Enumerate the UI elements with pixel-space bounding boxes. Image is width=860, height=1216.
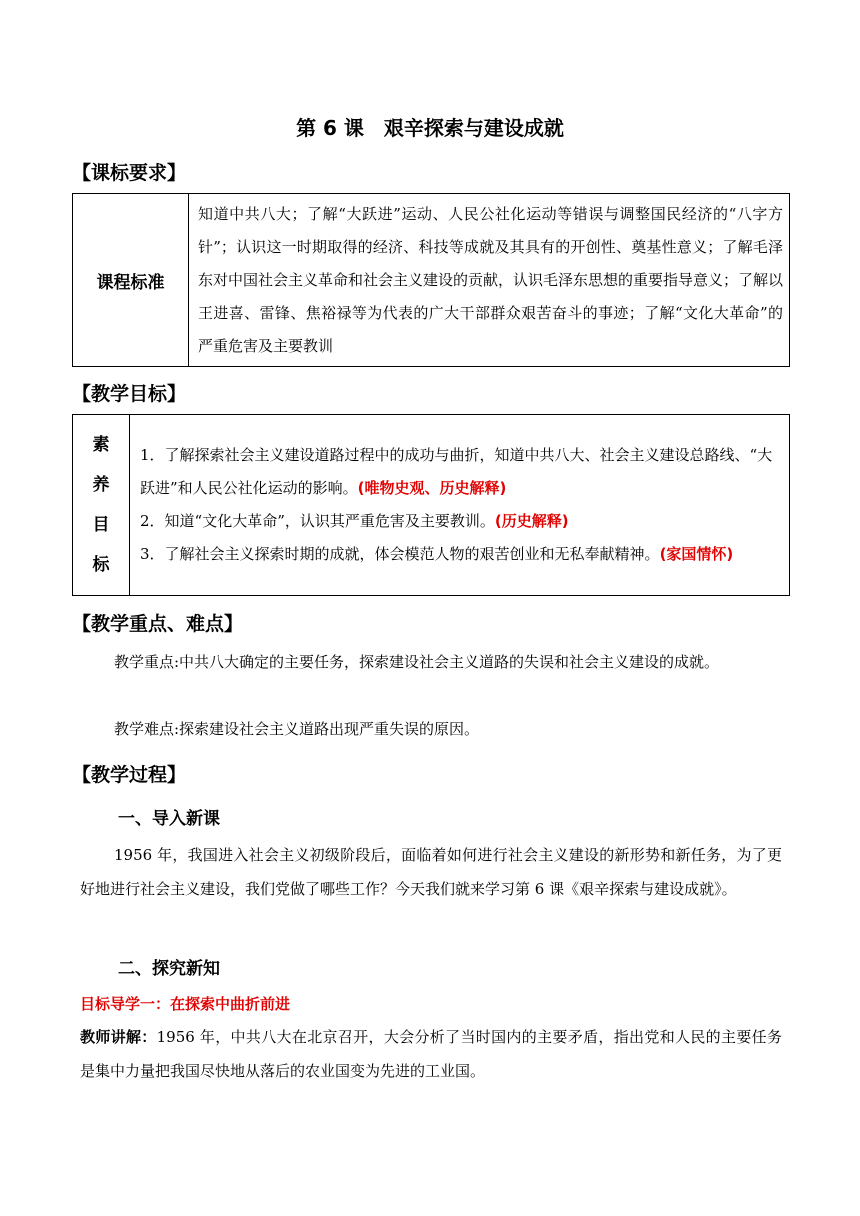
goal-tag: (唯物史观、历史解释) bbox=[357, 479, 507, 497]
goal-item bbox=[140, 505, 783, 538]
standard-text: 知道中共八大；了解“大跃进”运动、人民公社化运动等错误与调整国民经济的“八字方针”；认识这一时期取得的经济、科技等成就及其具有的开创性、奠基性意义；了解毛泽东对中国社会主义革命和社会主义建设的贡献，认识毛泽东思想的重要指导意义；了解以王进喜、雷锋、焦裕禄等为代表的广大干部群众艰苦奋斗的事迹；了解“文化大革命”的严重危害及主要教训 bbox=[189, 194, 790, 367]
explore-title: 二、探究新知 bbox=[118, 959, 220, 979]
goals-label bbox=[73, 415, 130, 596]
goal-tag: (家国情怀) bbox=[659, 545, 734, 563]
goal-text: 1．了解探索社会主义建设道路过程中的成功与曲折，知道中共八大、社会主义建设总路线、“大跃进”和人民公社化运动的影响。 bbox=[140, 446, 773, 497]
goals-content bbox=[130, 415, 790, 596]
section-heading-process: 【教学过程】 bbox=[72, 764, 187, 786]
teaching-difficulty: 教学难点:探索建设社会主义道路出现严重失误的原因。 bbox=[114, 720, 480, 738]
section-heading-goals: 【教学目标】 bbox=[72, 383, 187, 405]
intro-text: 1956 年，我国进入社会主义初级阶段后，面临着如何进行社会主义建设的新形势和新任务，为了更好地进行社会主义建设，我们党做了哪些工作？今天我们就来学习第 6 课《艰辛探索与建设成就》。 bbox=[80, 846, 782, 898]
goal-item bbox=[140, 439, 783, 505]
standard-label: 课程标准 bbox=[73, 194, 189, 367]
section-heading-curriculum: 【课标要求】 bbox=[72, 162, 187, 184]
curriculum-table bbox=[72, 193, 790, 367]
teacher-explanation bbox=[80, 1020, 782, 1088]
lesson-number: 第 6 课 bbox=[296, 116, 364, 140]
lesson-name: 艰辛探索与建设成就 bbox=[383, 116, 564, 140]
teacher-text: 1956 年，中共八大在北京召开，大会分析了当时国内的主要矛盾，指出党和人民的主要任务是集中力量把我国尽快地从落后的农业国变为先进的工业国。 bbox=[80, 1028, 782, 1080]
goals-table bbox=[72, 414, 790, 596]
teacher-label: 教师讲解： bbox=[80, 1028, 157, 1046]
goals-label-char: 素 bbox=[92, 435, 110, 455]
target-guide-1: 目标导学一：在探索中曲折前进 bbox=[80, 995, 291, 1013]
lesson-title bbox=[0, 112, 860, 141]
teaching-focus: 教学重点:中共八大确定的主要任务，探索建设社会主义道路的失误和社会主义建设的成就。 bbox=[114, 653, 720, 671]
goals-label-char: 养 bbox=[92, 475, 110, 495]
goal-text: 3．了解社会主义探索时期的成就，体会模范人物的艰苦创业和无私奉献精神。 bbox=[140, 545, 660, 563]
goal-text: 2．知道“文化大革命”，认识其严重危害及主要教训。 bbox=[140, 512, 495, 530]
goals-label-char: 标 bbox=[92, 555, 110, 575]
goal-item bbox=[140, 538, 783, 571]
intro-title: 一、导入新课 bbox=[118, 809, 220, 829]
section-heading-keypoints: 【教学重点、难点】 bbox=[72, 613, 244, 635]
goals-label-char: 目 bbox=[92, 515, 110, 535]
goal-tag: (历史解释) bbox=[494, 512, 569, 530]
